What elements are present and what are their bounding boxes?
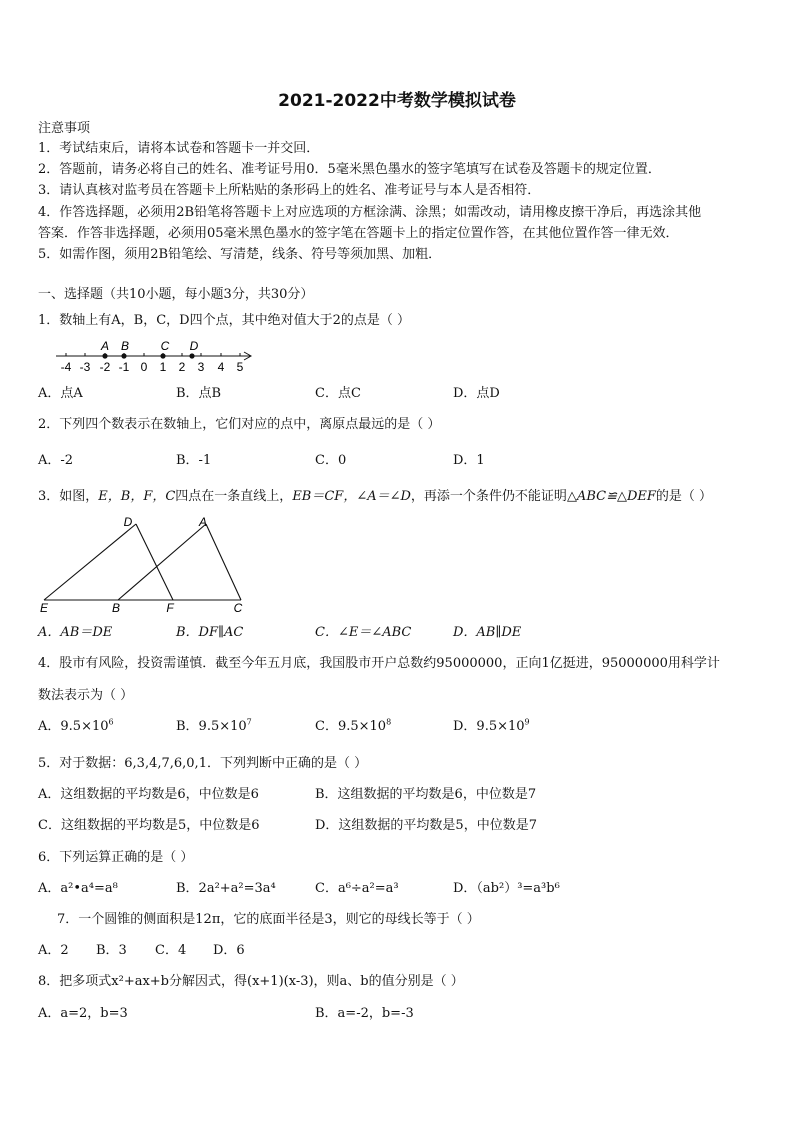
vertex-label: E xyxy=(39,601,49,615)
q4-option-b: B．$9.5\times 10^7$ xyxy=(176,717,252,734)
q5-option-c: C．这组数据的平均数是5，中位数是6 xyxy=(38,818,260,833)
q4-option-c: C．$9.5\times 10^8$ xyxy=(315,717,392,734)
q2-option-a: A．-2 xyxy=(38,453,74,468)
triangle-figure xyxy=(36,512,251,616)
point-d-dot xyxy=(189,353,194,358)
point-a-dot xyxy=(102,353,107,358)
q1-option-b: B．点B xyxy=(176,386,222,401)
question-3-stem: 3．如图，E，B，F，C四点在一条直线上，EB＝CF，∠A＝∠D，再添一个条件仍不能证明△ABC≌△DEF的是（ ） xyxy=(38,489,713,504)
point-label: A xyxy=(100,339,110,353)
question-8-stem: 8．把多项式x²+ax+b分解因式，得(x+1)(x-3)，则a、b的值分别是（ ） xyxy=(38,974,464,989)
tick-label: 4 xyxy=(217,360,225,374)
notice-item: 3．请认真核对监考员在答题卡上所粘贴的条形码上的姓名、准考证号与本人是否相符． xyxy=(38,183,541,198)
notice-item: 5．如需作图，须用2B铅笔绘、写清楚，线条、符号等须加黑、加粗． xyxy=(38,247,442,262)
q5-option-a: A．这组数据的平均数是6，中位数是6 xyxy=(38,787,259,802)
question-2-stem: 2．下列四个数表示在数轴上，它们对应的点中，离原点最远的是（ ） xyxy=(38,417,441,432)
vertex-label: C xyxy=(233,601,243,615)
vertex-label: D xyxy=(123,515,133,529)
question-5-stem: 5．对于数据：6,3,4,7,6,0,1．下列判断中正确的是（ ） xyxy=(38,756,368,771)
q6-option-a: A．a²•a⁴=a⁸ xyxy=(38,881,118,896)
notice-item: 4．作答选择题，必须用2B铅笔将答题卡上对应选项的方框涂满、涂黑；如需改动，请用橡皮擦干净后，再选涂其他 xyxy=(38,205,702,220)
point-c-dot xyxy=(160,353,165,358)
number-line-figure xyxy=(52,336,262,376)
q7-option-b: B．3 xyxy=(96,943,127,958)
tick-label: -3 xyxy=(79,360,91,374)
q3-option-c: C．∠E＝∠ABC xyxy=(315,625,412,640)
q3-option-b: B．DF∥AC xyxy=(176,625,244,640)
point-label: D xyxy=(189,339,199,353)
tick-label: -1 xyxy=(118,360,130,374)
vertex-label: A xyxy=(198,515,208,529)
point-label: C xyxy=(160,339,170,353)
point-b-dot xyxy=(121,353,126,358)
q2-option-d: D．1 xyxy=(453,453,485,468)
q8-option-a: A．a=2，b=3 xyxy=(38,1006,128,1021)
q3-option-d: D．AB∥DE xyxy=(453,625,522,640)
question-4-stem-line1: 4．股市有风险，投资需谨慎．截至今年五月底，我国股市开户总数约95000000，正向1亿挺进，95000000用科学计 xyxy=(38,656,720,671)
question-4-stem-line2: 数法表示为（ ） xyxy=(38,688,134,703)
q7-option-d: D．6 xyxy=(213,943,245,958)
vertex-label: F xyxy=(166,601,174,615)
section-heading: 一、选择题（共10小题，每小题3分，共30分） xyxy=(38,287,314,302)
notice-item: 答案．作答非选择题，必须用05毫米黑色墨水的签字笔在答题卡上的指定位置作答，在其他位置作答一律无效． xyxy=(38,226,679,241)
tick-label: -2 xyxy=(99,360,111,374)
q6-option-d: D．（ab²）³=a³b⁶ xyxy=(453,881,560,896)
question-6-stem: 6．下列运算正确的是（ ） xyxy=(38,850,194,865)
q1-option-a: A．点A xyxy=(38,386,83,401)
q6-option-c: C．a⁶÷a²=a³ xyxy=(315,881,399,896)
q3-option-a: A．AB＝DE xyxy=(38,625,113,640)
q4-option-a: A．$9.5\times 10^6$ xyxy=(38,717,114,734)
vertex-label: B xyxy=(111,601,121,615)
tick-label: 5 xyxy=(236,360,244,374)
tick-label: -4 xyxy=(60,360,72,374)
tick-label: 2 xyxy=(178,360,186,374)
q2-option-c: C．0 xyxy=(315,453,347,468)
point-label: B xyxy=(120,339,130,353)
q8-option-b: B．a=-2，b=-3 xyxy=(315,1006,414,1021)
q5-option-d: D．这组数据的平均数是5，中位数是7 xyxy=(315,818,537,833)
q6-option-b: B．2a²+a²=3a⁴ xyxy=(176,881,276,896)
notice-heading: 注意事项 xyxy=(38,121,91,136)
question-7-stem: 7．一个圆锥的侧面积是12π，它的底面半径是3，则它的母线长等于（ ） xyxy=(57,912,480,927)
notice-item: 2．答题前，请务必将自己的姓名、准考证号用0．5毫米黑色墨水的签字笔填写在试卷及答题卡的规定位置． xyxy=(38,162,661,177)
page-title: 2021-2022中考数学模拟试卷 xyxy=(278,91,516,111)
q7-option-a: A．2 xyxy=(38,943,69,958)
tick-label: 1 xyxy=(159,360,167,374)
q1-option-d: D．点D xyxy=(453,386,500,401)
q4-option-d: D．$9.5\times 10^9$ xyxy=(453,717,530,734)
notice-item: 1．考试结束后，请将本试卷和答题卡一并交回． xyxy=(38,141,320,156)
q1-option-c: C．点C xyxy=(315,386,361,401)
question-1-stem: 1．数轴上有A，B，C，D四个点，其中绝对值大于2的点是（ ） xyxy=(38,313,410,328)
q2-option-b: B．-1 xyxy=(176,453,212,468)
q7-option-c: C．4 xyxy=(155,943,187,958)
tick-label: 0 xyxy=(140,360,148,374)
tick-label: 3 xyxy=(197,360,205,374)
q5-option-b: B．这组数据的平均数是6，中位数是7 xyxy=(315,787,537,802)
